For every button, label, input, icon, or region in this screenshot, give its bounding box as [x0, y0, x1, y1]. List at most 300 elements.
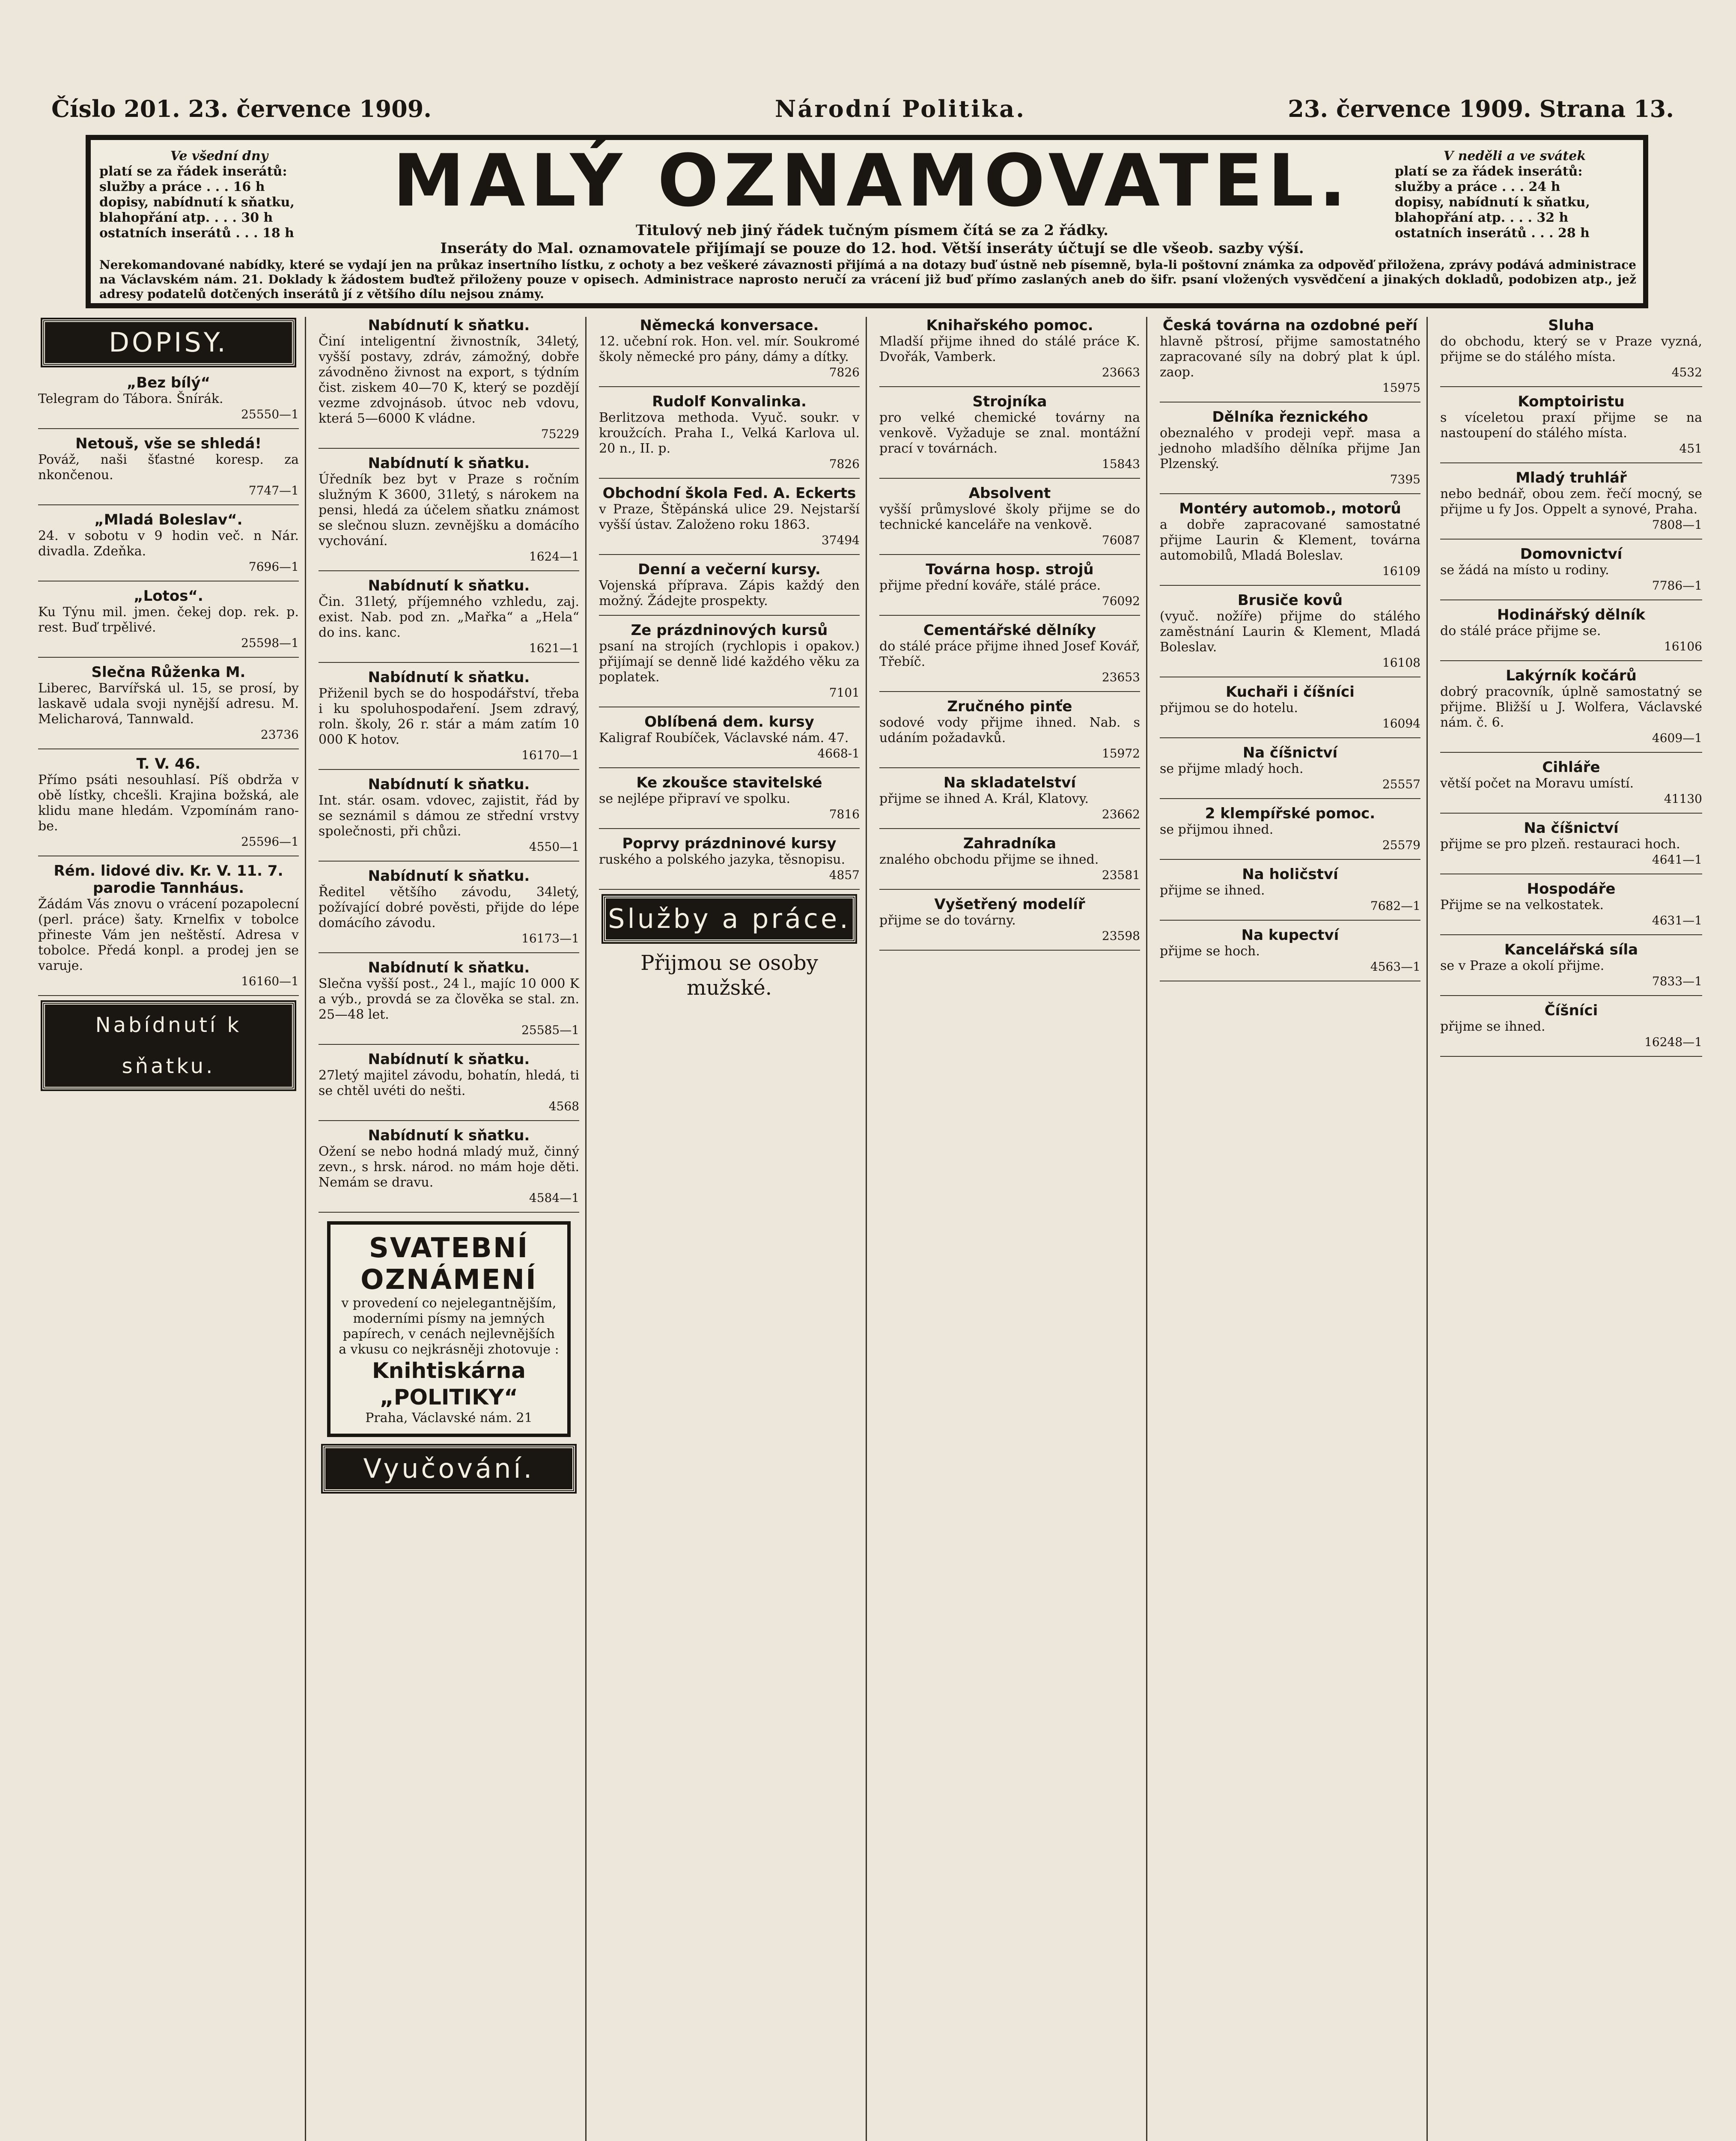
classified-ad	[1160, 592, 1420, 671]
column-4	[873, 317, 1147, 2141]
ad-headline: Sluha	[1548, 317, 1594, 334]
ad-headline: Nabídnutí k sňatku.	[368, 1051, 530, 1068]
ad-divider	[1160, 493, 1420, 494]
ad-headline: Mladý truhlář	[1516, 469, 1627, 486]
ad-text: přijme se ihned.	[1440, 1019, 1545, 1034]
classified-columns	[32, 317, 1708, 2141]
weekday-rate-line: služby a práce . . . 16 h	[99, 179, 265, 194]
classified-ad	[879, 317, 1140, 380]
ad-list	[319, 317, 579, 1213]
ad-headline: Zručného pinťe	[947, 698, 1072, 715]
ad-divider	[1440, 660, 1702, 661]
ad-headline: Absolvent	[968, 485, 1051, 502]
classified-ad	[1160, 927, 1420, 975]
classified-ad	[38, 755, 299, 850]
ad-reference-number: 41130	[1664, 792, 1702, 806]
ad-divider	[879, 950, 1140, 951]
ad-divider	[1160, 585, 1420, 586]
ad-reference-number: 23736	[260, 728, 299, 742]
ad-headline: Nabídnutí k sňatku.	[368, 577, 530, 594]
ad-headline: Na číšnictví	[1524, 820, 1619, 837]
ad-text: přijmou se do hotelu.	[1160, 701, 1298, 716]
ad-divider	[1160, 920, 1420, 921]
ad-text: a dobře zapracované samostatné přijme Laurin & Klement, továrna automobilů, Mladá Boleslav.	[1160, 517, 1420, 563]
ad-headline: Netouš, vše se shledá!	[75, 435, 262, 452]
ad-headline: Dělníka řeznického	[1212, 409, 1368, 426]
classified-ad	[879, 698, 1140, 761]
ad-headline: Domovnictví	[1520, 546, 1623, 563]
ad-headline: Strojníka	[972, 393, 1047, 410]
classified-ad	[1440, 880, 1702, 928]
classified-ad	[319, 669, 579, 763]
ad-reference-number: 23653	[1102, 670, 1140, 684]
ad-divider	[1440, 934, 1702, 935]
ad-divider	[1440, 539, 1702, 540]
ad-text: Mladší přijme ihned do stálé práce K. Dvořák, Vamberk.	[879, 334, 1140, 364]
ad-text: Činí inteligentní živnostník, 34letý, vyšší postavy, zdráv, zámožný, dobře závodněno živnost na export, s týdním čist. ziskem 40—70 K, který se pozdějí vezme zdvojnásob. útvoc neb vdovu, která 5—6000 K vládne.	[319, 334, 579, 426]
ad-divider	[879, 828, 1140, 829]
wedding-ad-heading: SVATEBNÍ OZNÁMENÍ	[360, 1232, 537, 1296]
wedding-ad-address: Praha, Václavské nám. 21	[365, 1410, 533, 1425]
ad-headline: Montéry automob., motorů	[1179, 500, 1401, 517]
ad-divider	[599, 478, 860, 479]
ad-headline: „Bez bílý“	[126, 374, 211, 391]
ad-headline: Obchodní škola Fed. A. Eckerts	[602, 485, 856, 502]
ad-reference-number: 4641—1	[1652, 853, 1702, 867]
ad-divider	[1160, 737, 1420, 738]
ad-text: se v Praze a okolí přijme.	[1440, 958, 1605, 973]
ad-list	[38, 374, 299, 996]
section-heading-vyucovani: Vyučování.	[323, 1446, 575, 1492]
ad-divider	[38, 748, 299, 749]
page-header	[51, 95, 1674, 125]
ad-headline: „Lotos“.	[134, 587, 203, 605]
ad-reference-number: 75229	[541, 427, 579, 441]
ad-divider	[599, 386, 860, 387]
ad-reference-number: 7816	[829, 807, 860, 821]
ad-divider	[599, 615, 860, 616]
ad-divider	[1160, 859, 1420, 860]
ad-text: v Praze, Štěpánská ulice 29. Nejstarší vyšší ústav. Založeno roku 1863.	[599, 502, 860, 532]
classified-ad	[879, 896, 1140, 944]
ad-divider	[1160, 402, 1420, 403]
ad-reference-number: 16170—1	[521, 748, 579, 762]
section-subheading: Přijmou se osoby mužské.	[640, 951, 818, 1000]
ad-reference-number: 7786—1	[1652, 578, 1702, 593]
ad-reference-number: 7395	[1390, 472, 1420, 486]
ad-headline: Nabídnutí k sňatku.	[368, 1127, 530, 1144]
ad-text: ruského a polského jazyka, těsnopisu.	[599, 852, 846, 867]
ad-divider	[879, 615, 1140, 616]
ad-text: Int. stár. osam. vdovec, zajistit, řád by se seznámil s dámou ze střední vrstvy společnosti, při chůzi.	[319, 793, 579, 839]
classified-ad	[1160, 866, 1420, 914]
ad-divider	[319, 861, 579, 862]
ad-text: (vyuč. nožíře) přijme do stálého zaměstnání Laurin & Klement, Mladá Boleslav.	[1160, 609, 1420, 655]
ad-reference-number: 7696—1	[248, 560, 299, 574]
classified-ad	[1440, 606, 1702, 654]
ad-headline: Rém. lidové div. Kr. V. 11. 7. parodie Tannháus.	[54, 862, 283, 897]
classified-ad	[1440, 941, 1702, 989]
classified-ad	[599, 561, 860, 609]
classified-ad	[599, 317, 860, 380]
ad-text: přijme se do továrny.	[879, 913, 1016, 928]
ad-headline: Oblíbená dem. kursy	[644, 713, 814, 731]
ad-reference-number: 7101	[829, 686, 860, 700]
ad-headline: 2 klempířské pomoc.	[1205, 805, 1376, 822]
ad-divider	[319, 769, 579, 770]
ad-divider	[599, 767, 860, 768]
ad-reference-number: 4532	[1671, 365, 1702, 379]
ad-headline: Ze prázdninových kursů	[631, 622, 828, 639]
ad-divider	[1440, 813, 1702, 814]
ad-reference-number: 76087	[1102, 533, 1140, 547]
ad-headline: Nabídnutí k sňatku.	[368, 776, 530, 793]
classified-ad	[38, 587, 299, 651]
ad-headline: Nabídnutí k sňatku.	[368, 868, 530, 885]
ad-list	[1160, 317, 1420, 981]
ad-reference-number: 25585—1	[521, 1023, 579, 1037]
ad-reference-number: 25557	[1382, 777, 1420, 791]
ad-headline: Knihařského pomoc.	[926, 317, 1093, 334]
classified-ad	[38, 374, 299, 422]
ad-reference-number: 25598—1	[241, 636, 299, 650]
ad-headline: Slečna Růženka M.	[91, 664, 246, 681]
ad-headline: Kancelářská síla	[1504, 941, 1638, 958]
holiday-rate-line: platí se za řádek inserátů:	[1395, 164, 1583, 179]
ad-reference-number: 23581	[1102, 868, 1140, 882]
holiday-rate-line: služby a práce . . . 24 h	[1395, 179, 1560, 194]
classified-ad	[1440, 393, 1702, 456]
ad-text: se žádá na místo u rodiny.	[1440, 563, 1609, 578]
ad-text: Slečna vyšší post., 24 l., majíc 10 000 K a výb., provdá se za člověka se stal. zn. 25—48 let.	[319, 976, 579, 1022]
ad-headline: Nabídnutí k sňatku.	[368, 959, 530, 976]
ad-text: Kaligraf Roubíček, Václavské nám. 47.	[599, 731, 849, 745]
date-page: 23. července 1909. Strana 13.	[1288, 95, 1674, 122]
ad-divider	[38, 657, 299, 658]
ad-reference-number: 4857	[829, 868, 860, 882]
ad-headline: Na skladatelství	[943, 774, 1076, 791]
ad-reference-number: 1621—1	[529, 641, 579, 655]
classified-ad	[879, 561, 1140, 609]
issue-number: Číslo 201. 23. července 1909.	[51, 95, 432, 122]
ad-divider	[1160, 798, 1420, 799]
ad-headline: Zahradníka	[963, 835, 1057, 852]
classified-ad	[1440, 667, 1702, 746]
ad-headline: Číšníci	[1544, 1002, 1598, 1019]
ad-reference-number: 23598	[1102, 929, 1140, 943]
banner-subtitle-line: Inseráty do Mal. oznamovatele přijímají se pouze do 12. hod. Větší inseráty účtují se dle všeob. sazby výší.	[440, 240, 1304, 257]
ad-text: znalého obchodu přijme se ihned.	[879, 852, 1099, 867]
ad-text: Čin. 31letý, příjemného vzhledu, zaj. exist. Nab. pod zn. „Mařka“ a „Hela“ do ins. kanc.	[319, 594, 579, 640]
ad-headline: Denní a večerní kursy.	[638, 561, 821, 578]
ad-reference-number: 16094	[1382, 716, 1420, 731]
ad-headline: Lakýrník kočárů	[1506, 667, 1637, 684]
classified-ad	[319, 776, 579, 855]
ad-text: Pováž, naši šťastné koresp. za nkončenou.	[38, 452, 299, 483]
section-heading-dopisy: DOPISY.	[42, 319, 295, 366]
ad-headline: Ke zkoušce stavitelské	[636, 774, 822, 791]
ad-divider	[879, 767, 1140, 768]
ad-text: hlavně pštrosí, přijme samostatného zapracované síly na dobrý plat k úpl. zaop.	[1160, 334, 1420, 380]
classified-ad	[1160, 500, 1420, 579]
ad-headline: Hospodáře	[1527, 880, 1616, 898]
ad-reference-number: 16109	[1382, 564, 1420, 578]
ad-list	[879, 317, 1140, 951]
ad-divider	[319, 952, 579, 953]
holiday-rates	[1395, 149, 1635, 241]
column-2	[313, 317, 587, 2141]
ad-text: Přiženil bych se do hospodářství, třeba i ku spoluhospodaření. Jsem zdravý, roln. školy, 26 r. stár a mám zatím 10 000 K hotov.	[319, 686, 579, 747]
ad-reference-number: 23663	[1102, 365, 1140, 379]
ad-divider	[1440, 995, 1702, 996]
ad-reference-number: 15843	[1102, 457, 1140, 471]
banner-title: MALÝ OZNAMOVATEL.	[393, 139, 1352, 223]
ad-divider	[319, 570, 579, 571]
ad-divider	[319, 448, 579, 449]
holiday-rates-heading: V neděli a ve svátek	[1443, 149, 1586, 164]
weekday-rate-line: platí se za řádek inserátů:	[99, 164, 287, 179]
ad-list	[599, 317, 860, 890]
classified-ad	[599, 835, 860, 883]
ad-text: pro velké chemické továrny na venkově. Vyžaduje se znal. montážní prací v továrnách.	[879, 410, 1140, 456]
classified-ad	[879, 622, 1140, 685]
ad-text: přijme se ihned.	[1160, 883, 1265, 898]
ad-text: Přijme se na velkostatek.	[1440, 898, 1604, 912]
classified-ad	[879, 393, 1140, 472]
classified-ad	[1440, 759, 1702, 807]
ad-divider	[38, 504, 299, 505]
ad-headline: Rudolf Konvalinka.	[652, 393, 807, 410]
ad-divider	[38, 995, 299, 996]
ad-text: Telegram do Tábora. Šnírák.	[38, 391, 223, 406]
ad-divider	[1440, 386, 1702, 387]
ad-reference-number: 25550—1	[241, 407, 299, 421]
classified-ad	[38, 435, 299, 498]
ad-headline: Nabídnutí k sňatku.	[368, 455, 530, 472]
weekday-rate-line: blahopřání atp. . . . 30 h	[99, 210, 273, 225]
ad-list	[1440, 317, 1702, 1057]
ad-divider	[319, 662, 579, 663]
classified-ad	[1440, 317, 1702, 380]
holiday-rate-line: blahopřání atp. . . . 32 h	[1395, 210, 1569, 225]
ad-text: Vojenská příprava. Zápis každý den možný. Žádejte prospekty.	[599, 578, 860, 608]
classified-ad	[38, 511, 299, 575]
ad-text: Ožení se nebo hodná mladý muž, činný zevn., s hrsk. národ. no mám hoje děti. Nemám se dravu.	[319, 1144, 579, 1190]
ad-reference-number: 16248—1	[1644, 1035, 1702, 1049]
ad-text: přijme se ihned A. Král, Klatovy.	[879, 791, 1089, 806]
ad-text: 27letý majitel závodu, bohatín, hledá, ti se chtěl uvéti do nešti.	[319, 1068, 579, 1098]
ad-text: Liberec, Barvířská ul. 15, se prosí, by laskavě udala svoji nynější adresu. M. Melicharová, Tannwald.	[38, 681, 299, 727]
ad-text: přijme se pro plzeň. restauraci hoch.	[1440, 837, 1680, 852]
ad-reference-number: 16160—1	[241, 974, 299, 988]
ad-divider	[38, 428, 299, 429]
ad-headline: Cihláře	[1542, 759, 1600, 776]
classified-ad	[1440, 469, 1702, 533]
ad-headline: Kuchaři i číšníci	[1226, 683, 1355, 701]
ad-text: obeznalého v prodeji vepř. masa a jednoho mladšího dělníka přijme Jan Plzenský.	[1160, 426, 1420, 471]
classified-ad	[599, 622, 860, 701]
ad-text: přijme přední kováře, stálé práce.	[879, 578, 1101, 593]
classifieds-banner	[86, 135, 1648, 308]
column-3	[593, 317, 867, 2141]
ad-reference-number: 16173—1	[521, 931, 579, 945]
section-heading-snatku: Nabídnutí k sňatku.	[42, 1002, 295, 1089]
ad-headline: Komptoiristu	[1518, 393, 1625, 410]
classified-ad	[38, 664, 299, 742]
ad-text: se přijme mladý hoch.	[1160, 761, 1304, 776]
ad-divider	[1440, 752, 1702, 753]
weekday-rates-heading: Ve všední dny	[170, 149, 268, 164]
classified-ad	[1160, 683, 1420, 731]
classified-ad	[879, 485, 1140, 548]
ad-divider	[319, 1044, 579, 1045]
ad-headline: Česká továrna na ozdobné peří	[1162, 317, 1418, 334]
ad-text: Přímo psáti nesouhlasí. Píš obdrža v obě lístky, chcešli. Krajina božská, ale klidu mane hledám. Vzpomínám rano-be.	[38, 772, 299, 834]
classified-ad	[319, 455, 579, 564]
ad-divider	[879, 554, 1140, 555]
ad-reference-number: 7826	[829, 365, 860, 379]
section-heading-sluzby: Služby a práce.	[603, 896, 855, 942]
ad-text: nebo bednář, obou zem. řečí mocný, se přijme u fy Jos. Oppelt a synové, Praha.	[1440, 486, 1702, 517]
ad-divider	[319, 1212, 579, 1213]
ad-text: sodové vody přijme ihned. Nab. s udáním požadavků.	[879, 715, 1140, 745]
ad-reference-number: 7747—1	[248, 483, 299, 498]
ad-text: 24. v sobotu v 9 hodin več. n Nár. divadla. Zdeňka.	[38, 528, 299, 559]
ad-reference-number: 4550—1	[529, 840, 579, 854]
ad-headline: Na číšnictví	[1242, 744, 1338, 761]
classified-ad	[319, 959, 579, 1038]
ad-text: se nejlépe připraví ve spolku.	[599, 791, 791, 806]
classified-ad	[319, 577, 579, 656]
ad-text: Berlitzova methoda. Vyuč. soukr. v kroužcích. Praha I., Velká Karlova ul. 20 n., II. p.	[599, 410, 860, 456]
classified-ad	[1440, 820, 1702, 868]
banner-subtitle	[348, 221, 1397, 257]
ad-divider	[879, 691, 1140, 692]
ad-headline: Hodinářský dělník	[1497, 606, 1646, 623]
ad-text: Ku Týnu mil. jmen. čekej dop. rek. p. rest. Buď trpělivé.	[38, 605, 299, 635]
ad-reference-number: 23662	[1102, 807, 1140, 821]
ad-divider	[1440, 1056, 1702, 1057]
ad-divider	[1440, 462, 1702, 463]
ad-reference-number: 76092	[1102, 594, 1140, 608]
ad-headline: Německá konversace.	[640, 317, 819, 334]
ad-text: přijme se hoch.	[1160, 944, 1260, 959]
ad-text: do stálé práce přijme ihned Josef Kovář, Třebíč.	[879, 639, 1140, 669]
ad-reference-number: 451	[1679, 441, 1702, 456]
classified-ad	[1440, 1002, 1702, 1050]
classified-ad	[599, 713, 860, 761]
ad-reference-number: 25596—1	[241, 835, 299, 849]
wedding-announcement-ad	[327, 1221, 571, 1437]
ad-reference-number: 4668-1	[817, 746, 860, 760]
ad-divider	[879, 889, 1140, 890]
ad-headline: Na holičství	[1242, 866, 1338, 883]
holiday-rate-line: ostatních inserátů . . . 28 h	[1395, 226, 1590, 241]
wedding-ad-firm: Knihtiskárna „POLITIKY“	[372, 1358, 526, 1410]
ad-text: vyšší průmyslové školy přijme se do technické kanceláře na venkově.	[879, 502, 1140, 532]
classified-ad	[1160, 805, 1420, 853]
column-5	[1154, 317, 1428, 2141]
classified-ad	[38, 862, 299, 989]
holiday-rate-line: dopisy, nabídnutí k sňatku,	[1395, 195, 1590, 210]
ad-reference-number: 25579	[1382, 838, 1420, 852]
ad-text: psaní na strojích (rychlopis i opakov.) přijímají se denně lidé každého věku za poplatek.	[599, 639, 860, 685]
ad-headline: Továrna hosp. strojů	[926, 561, 1094, 578]
ad-reference-number: 7826	[829, 457, 860, 471]
ad-reference-number: 16106	[1664, 639, 1702, 653]
ad-reference-number: 37494	[821, 533, 860, 547]
ad-text: 12. učební rok. Hon. vel. mír. Soukromé školy německé pro pány, dámy a dítky.	[599, 334, 860, 364]
ad-divider	[599, 828, 860, 829]
ad-headline: Brusiče kovů	[1237, 592, 1343, 609]
banner-subtitle-line: Titulový neb jiný řádek tučným písmem čítá se za 2 řádky.	[636, 222, 1108, 239]
ad-reference-number: 4609—1	[1652, 731, 1702, 745]
ad-headline: Poprvy prázdninové kursy	[622, 835, 837, 852]
ad-headline: Nabídnutí k sňatku.	[368, 669, 530, 686]
ad-text: Úředník bez byt v Praze s ročním služným K 3600, 31letý, s nárokem na pensi, hledá za účelem sňatku známost se slečnou sluzn. zevnějšku a domácího vychování.	[319, 472, 579, 549]
ad-text: dobrý pracovník, úplně samostatný se přijme. Bližší u J. Wolfera, Václavské nám. č. 6.	[1440, 684, 1702, 730]
column-6	[1434, 317, 1708, 2141]
weekday-rate-line: dopisy, nabídnutí k sňatku,	[99, 195, 295, 210]
classified-ad	[1160, 744, 1420, 792]
ad-text: se přijmou ihned.	[1160, 822, 1274, 837]
ad-text: do obchodu, který se v Praze vyzná, přijme se do stálého místa.	[1440, 334, 1702, 364]
classified-ad	[879, 835, 1140, 883]
ad-reference-number: 15972	[1102, 746, 1140, 760]
ad-headline: „Mladá Boleslav“.	[94, 511, 243, 528]
classified-ad	[879, 774, 1140, 822]
ad-headline: Cementářské dělníky	[923, 622, 1096, 639]
classified-ad	[599, 393, 860, 472]
ad-headline: T. V. 46.	[136, 755, 201, 772]
weekday-rates	[99, 149, 339, 241]
column-1	[32, 317, 306, 2141]
ad-reference-number: 4584—1	[529, 1191, 579, 1205]
ad-text: Ředitel většího závodu, 34letý, požívající dobré pověsti, přijde do lépe domácího závodu.	[319, 885, 579, 930]
ad-reference-number: 4563—1	[1370, 960, 1420, 974]
ad-text: Žádám Vás znovu o vrácení pozapolecní (perl. práce) šaty. Krnelfix v tobolce přineste Vám jen neštěstí. Adresa v tobolce. Předá konpl. a prodej jen se varuje.	[38, 897, 299, 973]
classified-ad	[1160, 409, 1420, 487]
ad-reference-number: 4631—1	[1652, 913, 1702, 927]
classified-ad	[319, 1127, 579, 1206]
wedding-ad-text: v provedení co nejelegantnějším, moderními písmy na jemných papírech, v cenách nejlevnějších a vkusu co nejkrásněji zhotovuje :	[339, 1296, 559, 1357]
classified-ad	[599, 485, 860, 548]
ad-reference-number: 15975	[1382, 381, 1420, 395]
classified-ad	[319, 868, 579, 946]
ad-headline: Na kupectví	[1241, 927, 1339, 944]
ad-reference-number: 7682—1	[1370, 899, 1420, 913]
classified-ad	[319, 317, 579, 442]
ad-divider	[599, 554, 860, 555]
banner-note: Nerekomandované nabídky, které se vydají jen na průkaz insertního lístku, z ochoty a bez veškeré závaznosti přijímá a na dotazy buď ústně neb písemně, byla-li poštovní známka za odpověď přiložena, zprávy podává administrace na Václavském nám. 21. Doklady k žádostem buďtež přiloženy pouze v opisech. Administrace naprosto neručí za vrácení již buď přímo zaslaných aneb do šifr. psaní vložených vysvědčení a jinakých dokladů, podobizen atp., jež adresy podatelů dotčených inserátů jí z většího dílu nejsou známy.	[99, 258, 1636, 301]
ad-headline: Vyšetřený modelíř	[934, 896, 1085, 913]
ad-divider	[599, 889, 860, 890]
ad-reference-number: 16108	[1382, 656, 1420, 670]
newspaper-title: Národní Politika.	[775, 95, 1026, 122]
ad-divider	[1440, 599, 1702, 600]
classified-ad	[319, 1051, 579, 1114]
classified-ad	[599, 774, 860, 822]
classified-ad	[1440, 546, 1702, 593]
weekday-rate-line: ostatních inserátů . . . 18 h	[99, 226, 294, 241]
ad-reference-number: 7808—1	[1652, 518, 1702, 532]
ad-headline: Nabídnutí k sňatku.	[368, 317, 530, 334]
classified-ad	[1160, 317, 1420, 396]
ad-text: větší počet na Moravu umístí.	[1440, 776, 1634, 791]
ad-divider	[879, 386, 1140, 387]
ad-reference-number: 1624—1	[529, 549, 579, 564]
ad-divider	[879, 478, 1140, 479]
